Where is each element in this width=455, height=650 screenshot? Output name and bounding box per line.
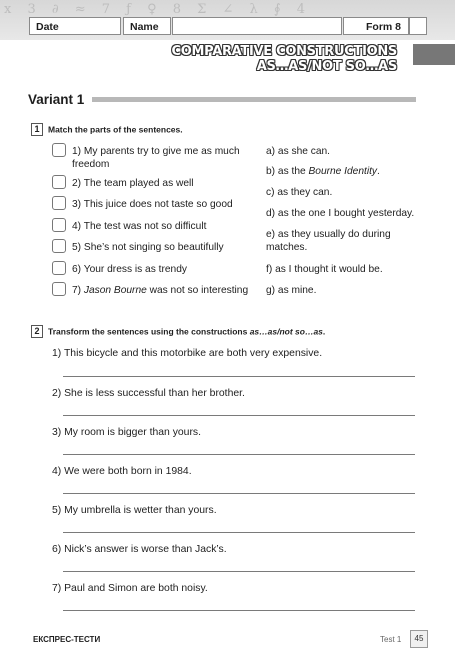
date-field[interactable]: [29, 17, 121, 35]
footer-series-title: ЕКСПРЕС-ТЕСТИ: [33, 635, 101, 644]
match-left-item: 1) My parents try to give me as much freedom: [72, 146, 240, 170]
section-tab: [413, 44, 455, 65]
answer-line[interactable]: [63, 493, 415, 494]
decorative-symbols: x 3 ∂ ≈ 7 ƒ ♀ 8 Σ ∠ λ ∮ 4: [4, 2, 312, 17]
match-right-item: c) as they can.: [266, 187, 333, 198]
match-left-item: 6) Your dress is as trendy: [72, 264, 187, 275]
answer-line[interactable]: [63, 376, 415, 377]
answer-line[interactable]: [63, 610, 415, 611]
answer-line[interactable]: [63, 415, 415, 416]
task2-heading: [31, 325, 325, 338]
match-left-item: 4) The test was not so difficult: [72, 221, 207, 232]
variant-rule: [92, 97, 416, 102]
form-end-box: [409, 17, 427, 35]
match-right-item: f) as I thought it would be.: [266, 264, 383, 275]
answer-checkbox-7[interactable]: [52, 282, 66, 296]
match-left-item: 7) Jason Bourne was not so interesting: [72, 285, 249, 296]
transform-question: 6) Nick’s answer is worse than Jack’s.: [52, 544, 227, 555]
answer-checkbox-4[interactable]: [52, 218, 66, 232]
page-header: [0, 0, 455, 40]
match-left-item: 2) The team played as well: [72, 178, 194, 189]
answer-line[interactable]: [63, 532, 415, 533]
answer-checkbox-3[interactable]: [52, 196, 66, 210]
name-field[interactable]: [172, 17, 342, 35]
page-title: [172, 44, 397, 74]
title-line-1: COMPARATIVE CONSTRUCTIONS: [171, 44, 397, 59]
task1-instruction: Match the parts of the sentences.: [48, 124, 183, 135]
task2-instruction: Transform the sentences using the constructions as…as/not so…as.: [48, 326, 326, 337]
match-right-item: a) as she can.: [266, 146, 331, 157]
date-label: Date: [36, 21, 59, 33]
task2-number: 2: [31, 325, 43, 338]
name-label: Name: [130, 21, 159, 33]
match-right-item: e) as they usually do during matches.: [266, 229, 391, 253]
transform-question: 3) My room is bigger than yours.: [52, 427, 201, 438]
page-number: 45: [410, 630, 428, 648]
variant-heading: Variant 1: [28, 92, 85, 107]
task1-heading: [31, 123, 183, 136]
answer-checkbox-1[interactable]: [52, 143, 66, 157]
transform-question: 4) We were both born in 1984.: [52, 466, 192, 477]
transform-question: 7) Paul and Simon are both noisy.: [52, 583, 208, 594]
match-right-item: g) as mine.: [266, 285, 317, 296]
task1-number: 1: [31, 123, 43, 136]
match-right-item: d) as the one I bought yesterday.: [266, 208, 415, 219]
form-label-box: [343, 17, 409, 35]
match-left-item: 5) She’s not singing so beautifully: [72, 242, 224, 253]
match-left-item: 3) This juice does not taste so good: [72, 199, 233, 210]
answer-line[interactable]: [63, 571, 415, 572]
answer-line[interactable]: [63, 454, 415, 455]
transform-question: 5) My umbrella is wetter than yours.: [52, 505, 217, 516]
answer-checkbox-5[interactable]: [52, 239, 66, 253]
answer-checkbox-2[interactable]: [52, 175, 66, 189]
name-label-box: [123, 17, 171, 35]
match-right-item: b) as the Bourne Identity.: [266, 166, 380, 177]
answer-checkbox-6[interactable]: [52, 261, 66, 275]
footer-test-label: Test 1: [380, 635, 402, 644]
title-line-2: AS…AS/NOT SO…AS: [256, 59, 397, 74]
transform-question: 2) She is less successful than her brother.: [52, 388, 245, 399]
transform-question: 1) This bicycle and this motorbike are both very expensive.: [52, 348, 323, 359]
form-label: Form 8: [366, 21, 402, 33]
